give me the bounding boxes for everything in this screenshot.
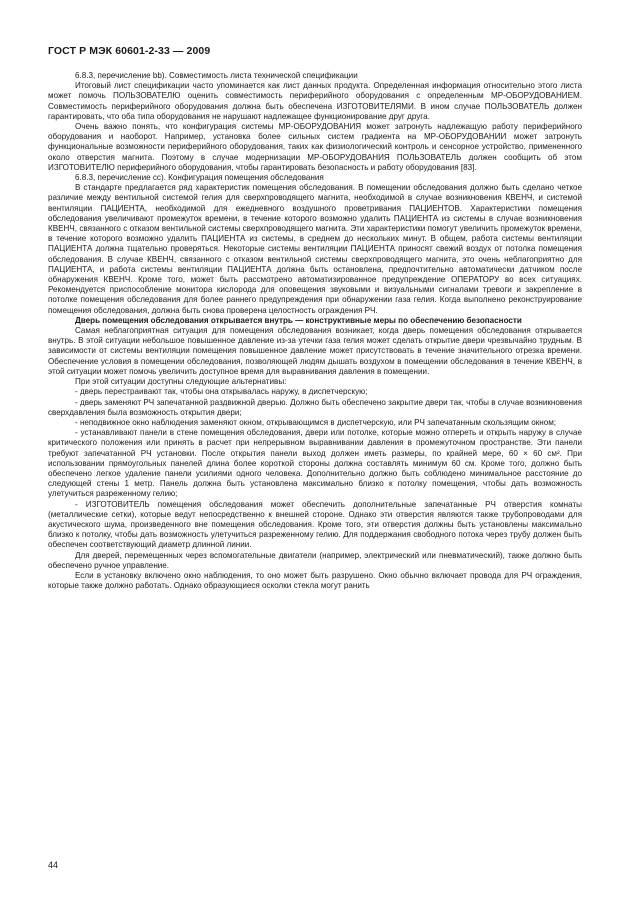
paragraph-section-heading: 6.8.3, перечисление cc). Конфигурация помещения обследования <box>75 173 324 183</box>
list-item: - ИЗГОТОВИТЕЛЬ помещения обследования может обеспечить дополнительные запечатанные РЧ отверстия комнаты (металлические сетки), которые ведут непосредственно к внешней стороне. Однако эти отверстия являются также трубопроводами для акустического шума, произведенного вне помещения обследования. Кроме того, эти отверстия должны быть установлены максимально близко к потолку, чтобы дать возможность улетучиться разреженному гелию. Для поддержания свободного потока через трубу должен быть обеспечен соответствующий диаметр длинной линии. <box>48 499 582 550</box>
paragraph-section-heading: 6.8.3, перечисление bb). Совместимость листа технической спецификации <box>75 71 358 80</box>
paragraph-bold-heading: Дверь помещения обследования открывается внутрь — конструктивные меры по обеспечению безопасности <box>75 315 522 325</box>
paragraph: Очень важно понять, что конфигурация системы МР-ОБОРУДОВАНИЯ может затронуть надлежащую работу периферийного оборудования и наоборот. Например, установка более сильных систем градиента на МР-ОБОРУДОВАНИИ может затронуть функциональные возможности периферийного оборудования, таких как физиологический контроль и сенсорное устройство, примененного около отверстия магнита. Поэтому в случае модернизации МР-ОБОРУДОВАНИЯ ПОЛЬЗОВАТЕЛЬ должен сообщить об этом ИЗГОТОВИТЕЛЮ периферийного оборудования, чтобы гарантировать безопасность и работу оборудования [83]. <box>48 122 582 172</box>
paragraph: Для дверей, перемещенных через вспомогательные двигатели (например, электрический или пневматический), также должно быть обеспечено ручное управление. <box>48 550 582 570</box>
page-number: 44 <box>48 860 59 870</box>
paragraph: Итоговый лист спецификации часто упоминается как лист данных продукта. Определенная информация относительно этого листа может помочь ПОЛЬЗОВАТЕЛЮ оценить совместимость периферийного оборудования с определенным МР-ОБОРУДОВАНИЕМ. Совместимость периферийного оборудования должна быть обеспечена ИЗГОТОВИТЕЛЯМИ. В ином случае ПОЛЬЗОВАТЕЛЬ должен гарантировать, что оба типа оборудования не нарушают надлежащее функционирование друг друга. <box>48 81 582 121</box>
list-item: - неподвижное окно наблюдения заменяют окном, открывающимся в диспетчерскую, или РЧ запечатанным скользящим окном; <box>75 417 557 427</box>
list-item: - дверь перестраивают так, чтобы она открывалась наружу, в диспетчерскую; <box>75 387 368 397</box>
paragraph: Если в установку включено окно наблюдения, то оно может быть разрушено. Окно обычно включает провода для РЧ ограждения, которые также должно работать. Однако образующиеся осколки стекла могут ранить <box>48 570 582 591</box>
list-item: - дверь заменяют РЧ запечатанной раздвижной дверью. Должно быть обеспечено закрытие двери так, чтобы в случае возникновения сверхдавления была возможность открытия двери; <box>48 397 582 417</box>
page-header-standard-number: ГОСТ Р МЭК 60601-2-33 — 2009 <box>48 45 211 57</box>
paragraph: В стандарте предлагается ряд характеристик помещения обследования. В помещении обследования должно быть сделано четкое различие между вентильной системой гелия для сверхпроводящего магнита, необходимой в случае возникновения КВЕНЧ, и системой вентиляции ПАЦИЕНТА, необходимой для ежедневного воздушного проветривания ПАЦИЕНТОВ. Характеристики помещения обследования увеличивают промежуток времени, в течение которого возможно удалить ПАЦИЕНТА из системы в случае возникновения КВЕНЧ, связанного с отказом вентильной системы сверхпроводящего магнита. Эти характеристики помогут увеличить промежуток времени, в течение которого возможно удалить ПАЦИЕНТА из системы, в среднем до нескольких минут. В общем, работа системы вентиляции ПАЦИЕНТА должна тщательно проверяться. Некоторые системы вентиляции ПАЦИЕНТА приносят свежий воздух от потолка помещения обследования. В случае КВЕНЧ, связанного с отказом вентильной системы сверхпроводящего магнита, это очень неблагоприятно для ПАЦИЕНТА, и работа системы вентиляции ПАЦИЕНТА должна быть остановлена, предпочтительно автоматически датчиком после обнаружения КВЕНЧ. Кроме того, может быть рассмотрено автоматизированное предупреждение ОПЕРАТОРУ во всех ситуациях. Рекомендуется приспособление монитора кислорода для оповещения звуковыми и визуальными сигналами тревоги и закрепление в потолке помещения обследования для более раннего предупреждения при обнаружении газа гелия. Когда выполнено реконструирование помещения обследования, должна быть снова проверена целостность ограждения РЧ. <box>48 183 582 315</box>
paragraph: При этой ситуации доступны следующие альтернативы: <box>75 377 287 387</box>
paragraph: Самая неблагоприятная ситуация для помещения обследования возникает, когда дверь помещения обследования открывается внутрь. В этой ситуации небольшое повышенное давление из-за утечки газа гелия может сделать открытие двери чрезвычайно трудным. В зависимости от системы вентиляции помещения повышенное давление может присутствовать в течение значительного отрезка времени. Обеспечение условия в помещении обследования, позволяющей людям дышать воздухом в помещении обследования в течение КВЕНЧ, в этой ситуации может помочь увеличить доступное время для выравнивания давления в помещении. <box>48 326 582 376</box>
document-body <box>48 71 582 591</box>
list-item: - устанавливают панели в стене помещения обследования, двери или потолке, которые можно отпереть и открыть наружу в случае критического положения или принять в расчет при непрерывном выравнивании давления в промежуточном пространстве. Эти панели требуют запечатанной РЧ установки. После открытия панели выход должен иметь размеры, по крайней мере, 60 × 60 см². При использовании прямоугольных панелей длина более короткой стороны должна составлять минимум 60 см. Кроме того, должно быть обеспечено легкое удаление панели усилиями одного человека. Дополнительно должно быть соблюдено минимальное расстояние до следующей стены 1 метр. Панель должна быть установлена максимально близко к потолку помещения, чтобы дать возможность улетучиться разреженному гелию; <box>48 428 582 499</box>
